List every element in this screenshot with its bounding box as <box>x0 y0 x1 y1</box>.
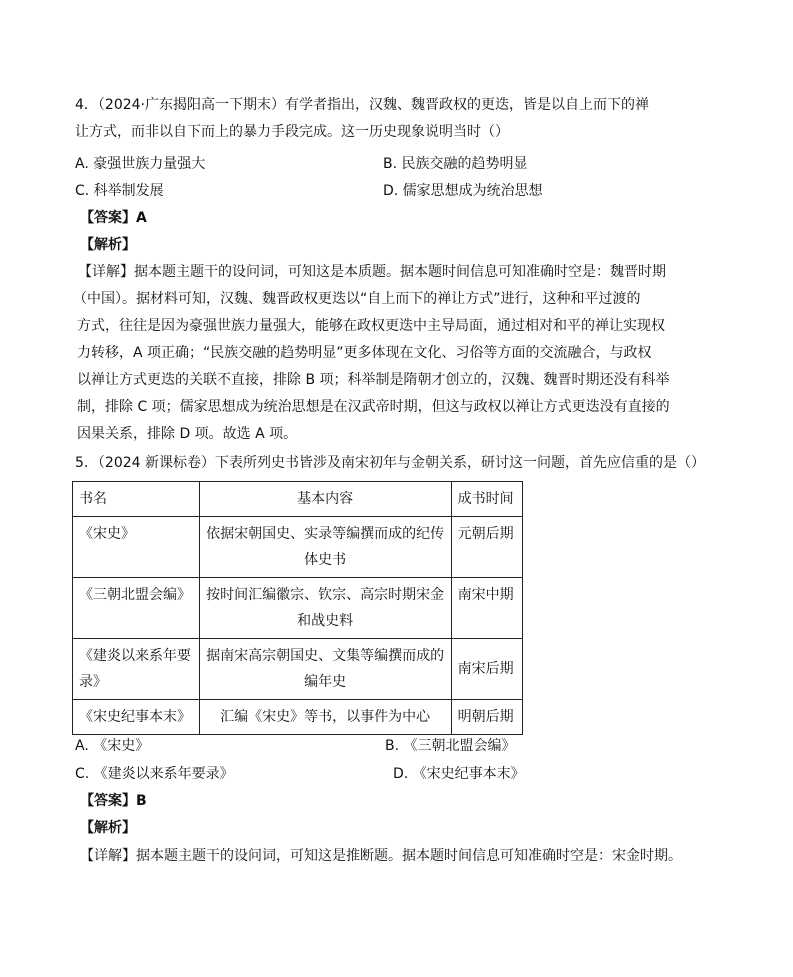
table-cell-name: 《宋史纪事本末》 <box>73 700 200 735</box>
q5-option-d: D. 《宋史纪事本末》 <box>393 766 525 782</box>
table-row <box>73 700 523 735</box>
q4-detail-line: 【详解】据本题主题干的设问词，可知这是本质题。据本题时间信息可知准确时空是：魏晋时期 <box>78 264 666 280</box>
q4-stem-line2: 让方式，而非以自下而上的暴力手段完成。这一历史现象说明当时（） <box>75 124 509 140</box>
q4-detail-line: （中国）。据材料可知，汉魏、魏晋政权更迭以“自上而下的禅让方式”进行，这种和平过渡的 <box>73 291 641 307</box>
q5-stem: 5．（2024 新课标卷）下表所列史书皆涉及南宋初年与金朝关系，研讨这一问题，首先应信重的是（） <box>75 455 705 471</box>
table-header-row <box>73 482 523 517</box>
q5-answer: 【答案】B <box>80 793 147 809</box>
table-cell-name: 《建炎以来系年要录》 <box>73 639 200 700</box>
q4-option-b: B. 民族交融的趋势明显 <box>383 156 528 172</box>
table-row <box>73 639 523 700</box>
q5-analysis-label: 【解析】 <box>80 820 136 836</box>
q4-detail-line: 制，排除 C 项；儒家思想成为统治思想是在汉武帝时期，但这与政权以禅让方式更迭没有直接的 <box>77 399 670 415</box>
table-cell-content: 依据宋朝国史、实录等编撰而成的纪传体史书 <box>199 517 451 578</box>
table-row <box>73 517 523 578</box>
table-header-cell: 成书时间 <box>451 482 522 517</box>
table-header-cell: 书名 <box>73 482 200 517</box>
q5-option-b: B. 《三朝北盟会编》 <box>385 738 516 754</box>
table-cell-content: 按时间汇编徽宗、钦宗、高宗时期宋金和战史料 <box>199 578 451 639</box>
q5-option-a: A. 《宋史》 <box>75 738 150 754</box>
q4-detail-line: 因果关系，排除 D 项。故选 A 项。 <box>77 426 298 442</box>
q4-detail-line: 方式，往往是因为豪强世族力量强大，能够在政权更迭中主导局面，通过相对和平的禅让实现权 <box>77 318 665 334</box>
history-books-table <box>72 481 523 735</box>
table-cell-time: 南宋后期 <box>451 639 522 700</box>
q5-option-c: C. 《建炎以来系年要录》 <box>75 766 234 782</box>
q4-detail-line: 力转移，A 项正确；“民族交融的趋势明显”更多体现在文化、习俗等方面的交流融合，与政权 <box>77 345 652 361</box>
q4-stem-line1: 4．（2024·广东揭阳高一下期末）有学者指出，汉魏、魏晋政权的更迭，皆是以自上而下的禅 <box>75 97 649 113</box>
q5-detail-line: 【详解】据本题主题干的设问词，可知这是推断题。据本题时间信息可知准确时空是：宋金时期。 <box>80 848 682 864</box>
table-header-cell: 基本内容 <box>199 482 451 517</box>
q4-detail-line: 以禅让方式更迭的关联不直接，排除 B 项；科举制是隋朝才创立的，汉魏、魏晋时期还没有科举 <box>77 372 670 388</box>
q4-option-a: A. 豪强世族力量强大 <box>75 156 206 172</box>
table-cell-time: 元朝后期 <box>451 517 522 578</box>
q4-analysis-label: 【解析】 <box>80 237 136 253</box>
table-cell-time: 明朝后期 <box>451 700 522 735</box>
table-cell-name: 《宋史》 <box>73 517 200 578</box>
q4-option-c: C. 科举制发展 <box>75 183 164 199</box>
table-cell-content: 汇编《宋史》等书，以事件为中心 <box>199 700 451 735</box>
table-cell-name: 《三朝北盟会编》 <box>73 578 200 639</box>
table-cell-time: 南宋中期 <box>451 578 522 639</box>
q4-answer: 【答案】A <box>80 210 147 226</box>
table-row <box>73 578 523 639</box>
q4-option-d: D. 儒家思想成为统治思想 <box>383 183 543 199</box>
table-cell-content: 据南宋高宗朝国史、文集等编撰而成的编年史 <box>199 639 451 700</box>
